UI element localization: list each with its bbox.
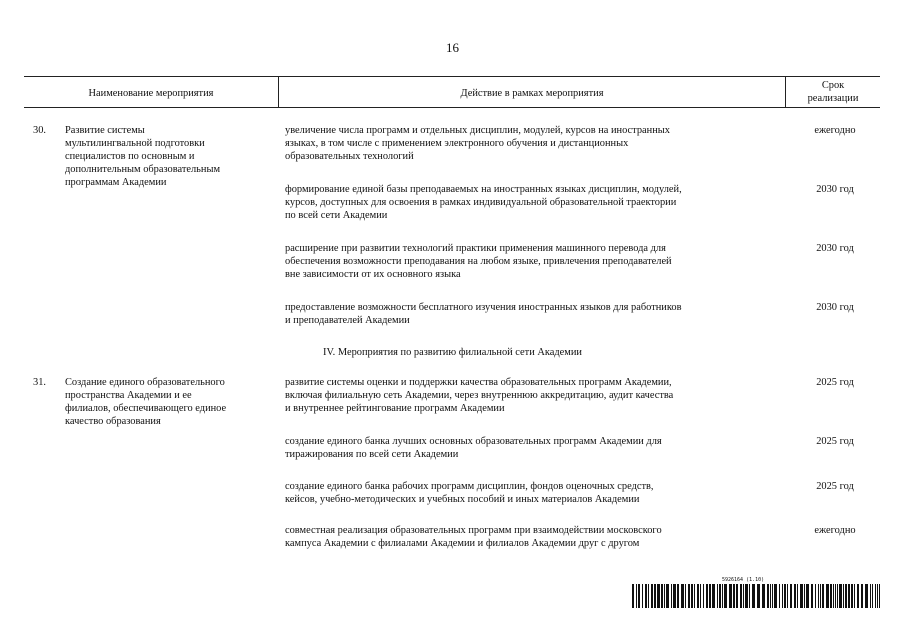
action-line: предоставление возможности бесплатного изучения иностранных языков для работников	[285, 302, 682, 313]
measure-name-line: дополнительным образовательным	[65, 164, 221, 175]
action-text	[285, 435, 780, 461]
action-line: включая филиальную сеть Академии, через внутреннюю аккредитацию, аудит качества	[285, 390, 674, 401]
action-line: по всей сети Академии	[285, 210, 388, 221]
measure-name-line: программам Академии	[65, 177, 167, 188]
action-line: увеличение числа программ и отдельных дисциплин, модулей, курсов на иностранных	[285, 125, 670, 136]
action-line: тиражирования по всей сети Академии	[285, 449, 459, 460]
action-term: 2025 год	[816, 481, 854, 492]
measure-name	[65, 124, 270, 189]
action-line: образовательных технологий	[285, 151, 414, 162]
measure-name	[65, 376, 270, 428]
action-term: 2030 год	[816, 184, 854, 195]
action-term: ежегодно	[814, 125, 856, 136]
action-line: совместная реализация образовательных программ при взаимодействии московского	[285, 525, 662, 536]
column-header-term	[786, 79, 880, 105]
section-title: IV. Мероприятия по развитию филиальной сети Академии	[323, 347, 582, 358]
action-text	[285, 480, 780, 506]
action-text	[285, 301, 780, 327]
action-line: расширение при развитии технологий практики применения машинного перевода для	[285, 243, 666, 254]
measure-name-line: специалистов по основным и	[65, 151, 195, 162]
action-line: создание единого банка рабочих программ дисциплин, фондов оценочных средств,	[285, 481, 654, 492]
action-line: вне зависимости от их основного языка	[285, 269, 461, 280]
action-text	[285, 183, 780, 222]
action-text	[285, 124, 780, 163]
action-line: и внутреннее рейтингование программ Академии	[285, 403, 505, 414]
action-term: 2030 год	[816, 243, 854, 254]
measure-name-line: пространства Академии и ее	[65, 390, 192, 401]
action-text	[285, 376, 780, 415]
action-term: 2025 год	[816, 436, 854, 447]
action-line: курсов, доступных для освоения в рамках индивидуальной образовательной траектории	[285, 197, 677, 208]
page-number: 16	[446, 40, 459, 55]
action-line: и преподавателей Академии	[285, 315, 410, 326]
measure-name-line: Создание единого образовательного	[65, 377, 225, 388]
column-header-name: Наименование мероприятия	[88, 88, 214, 99]
barcode-number: 5926164 (1.10)	[722, 577, 765, 583]
action-line: обеспечения возможности преподавания на любом языке, привлечения преподавателей	[285, 256, 672, 267]
column-header-term-line: реализации	[807, 93, 859, 104]
header-bottom-rule	[24, 107, 880, 108]
action-term: 2025 год	[816, 377, 854, 388]
action-text	[285, 242, 780, 281]
action-term: ежегодно	[814, 525, 856, 536]
action-line: развитие системы оценки и поддержки качества образовательных программ Академии,	[285, 377, 672, 388]
action-line: языках, в том числе с применением электронного обучения и дистанционных	[285, 138, 629, 149]
action-line: кейсов, учебно-методических и учебных пособий и иных материалов Академии	[285, 494, 640, 505]
action-text	[285, 524, 780, 550]
action-line: создание единого банка лучших основных образовательных программ Академии для	[285, 436, 662, 447]
row-number: 30.	[33, 125, 46, 136]
column-header-term-line: Срок	[821, 80, 845, 91]
action-line: формирование единой базы преподаваемых на иностранных языках дисциплин, модулей,	[285, 184, 682, 195]
measure-name-line: филиалов, обеспечивающего единое	[65, 403, 227, 414]
measure-name-line: Развитие системы	[65, 125, 145, 136]
row-number: 31.	[33, 377, 46, 388]
measure-name-line: качество образования	[65, 416, 161, 427]
header-top-rule	[24, 76, 880, 77]
action-term: 2030 год	[816, 302, 854, 313]
action-line: кампуса Академии с филиалами Академии и филиалов Академии друг с другом	[285, 538, 640, 549]
measure-name-line: мультилингвальной подготовки	[65, 138, 205, 149]
barcode	[632, 584, 880, 608]
column-header-action: Действие в рамках мероприятия	[460, 88, 604, 99]
